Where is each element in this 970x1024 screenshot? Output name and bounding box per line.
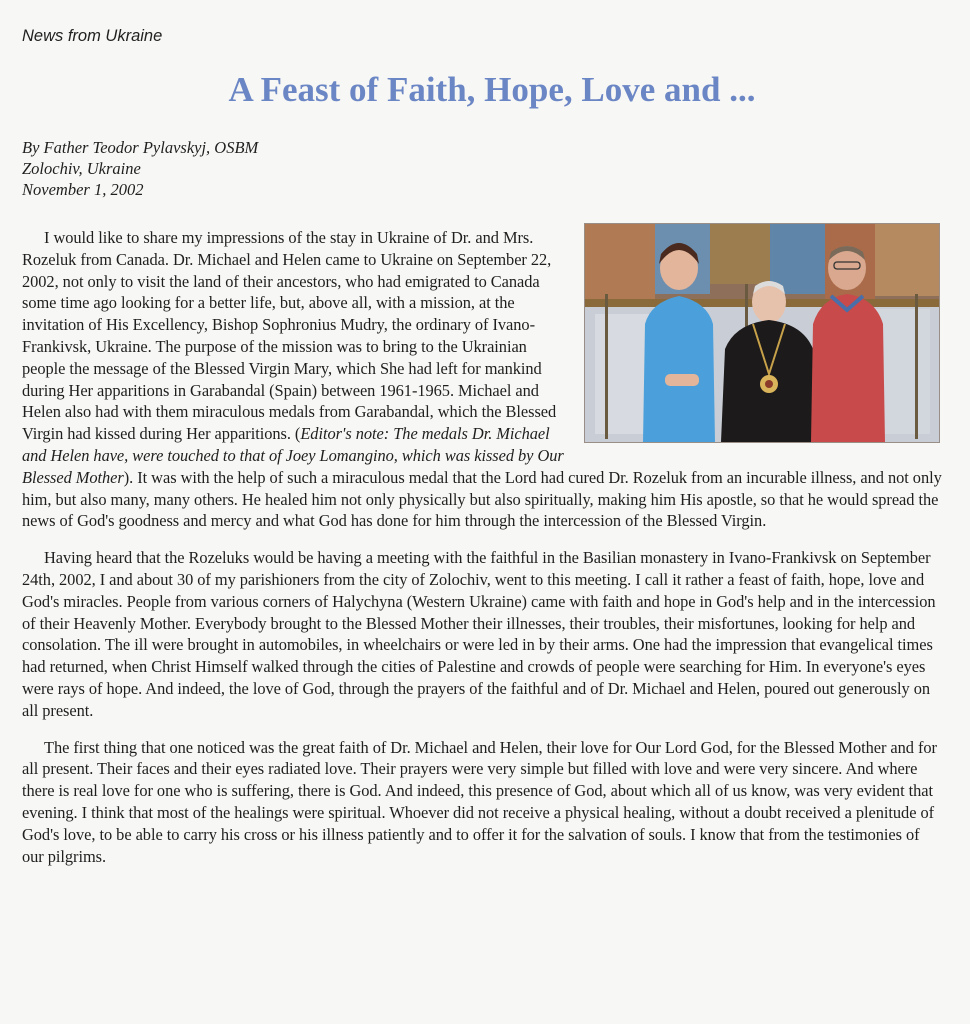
byline-author: By Father Teodor Pylavskyj, OSBM bbox=[22, 138, 259, 157]
article-title: A Feast of Faith, Hope, Love and ... bbox=[228, 70, 756, 109]
photo-three-people-icon bbox=[585, 224, 939, 442]
section-label: News from Ukraine bbox=[22, 27, 163, 45]
article-body bbox=[22, 227, 942, 867]
byline-date: November 1, 2002 bbox=[22, 180, 144, 199]
article-photo bbox=[584, 223, 940, 443]
article-paragraph-1: I would like to share my impressions of the stay in Ukraine of Dr. and Mrs. Rozeluk from Canada. Dr. Michael and Helen came to Ukraine on September 22, 2002, not only to visit the land of their ancestors, who had emigrated to Canada some time ago looking for a better life, but, above all, with a mission, at the invitation of His Excellency, Bishop Sophronius Mudry, the ordinary of Ivano-Frankivsk, Ukraine. The purpose of the mission was to bring to the Ukrainian people the message of the Blessed Virgin Mary, which She had left for mankind during Her apparitions in Garabandal (Spain) between 1961-1965. Michael and Helen also had with them miraculous medals from Garabandal, which the Blessed Virgin had kissed during Her apparitions. (Editor's note: The medals Dr. Michael and Helen have, were touched to that of Joey Lomangino, which was kissed by Our Blessed Mother). It was with the help of such a miraculous medal that the Lord had cured Dr. Rozeluk from an incurable illness, and not only him, but also many, many others. He healed him not only physically but also spiritually, making him His apostle, so that he would spread the news of God's goodness and mercy and what God has done for him through the intercession of the Blessed Virgin. bbox=[22, 228, 942, 531]
article-paragraph-3: The first thing that one noticed was the great faith of Dr. Michael and Helen, their love for Our Lord God, for the Blessed Mother and for all present. Their faces and their eyes radiated love. Their prayers were very simple but filled with love and were very sincere. And where there is real love for one who is suffering, there is God. And indeed, this presence of God, about which all of us know, was very evident that evening. I think that most of the healings were spiritual. Whoever did not receive a physical healing, without a doubt received a plenitude of God's love, to be able to carry his cross or his illness patiently and to offer it for the salvation of souls. I know that from the testimonies of our pilgrims. bbox=[22, 737, 937, 866]
byline-place: Zolochiv, Ukraine bbox=[22, 159, 141, 178]
byline bbox=[22, 137, 258, 200]
editors-note: Editor's note: The medals Dr. Michael and Helen have, were touched to that of Joey Lomangino, which was kissed by Our Blessed Mother bbox=[22, 424, 564, 487]
article-paragraph-2: Having heard that the Rozeluks would be having a meeting with the faithful in the Basilian monastery in Ivano-Frankivsk on September 24th, 2002, I and about 30 of my parishioners from the city of Zolochiv, went to this meeting. I call it rather a feast of faith, hope, love and God's miracles. People from various corners of Halychyna (Western Ukraine) came with faith and hope in God's help and in the intercession of their Heavenly Mother. Everybody brought to the Blessed Mother their illnesses, their troubles, their misfortunes, looking for help and consolation. The ill were brought in automobiles, in wheelchairs or were led in by their arms. One had the impression that evangelical times had returned, when Christ Himself walked through the cities of Palestine and crowds of people were searching for Him. In everyone's eyes were rays of hope. And indeed, the love of God, through the prayers of the faithful and of Dr. Michael and Helen, poured out generously on all present. bbox=[22, 548, 936, 720]
